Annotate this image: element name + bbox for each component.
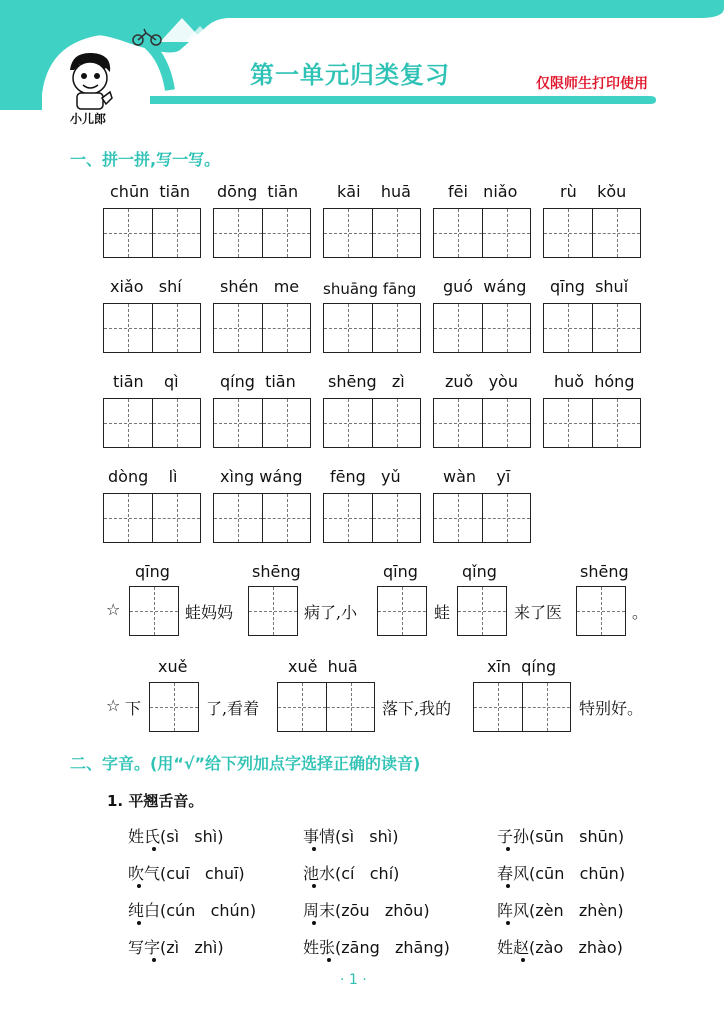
sentence-pinyin: shēng (252, 562, 301, 581)
reading-item[interactable]: 池水(cí chí) (303, 864, 400, 883)
writing-grid[interactable] (377, 586, 427, 636)
writing-grid[interactable] (103, 208, 201, 258)
star-icon: ☆ (106, 600, 121, 619)
writing-grid[interactable] (323, 398, 421, 448)
pinyin-label: chūn tiān (110, 182, 191, 201)
writing-grid[interactable] (277, 682, 375, 732)
pinyin-label: wàn yī (443, 467, 511, 486)
writing-grid[interactable] (129, 586, 179, 636)
pinyin-label: xìng wáng (220, 467, 303, 486)
writing-grid[interactable] (213, 398, 311, 448)
reading-item[interactable]: 阵风(zèn zhèn) (497, 901, 624, 920)
pinyin-label: shēng zì (328, 372, 405, 391)
writing-grid[interactable] (323, 208, 421, 258)
emphasis-dot-icon (521, 958, 525, 962)
emphasis-dot-icon (137, 884, 141, 888)
writing-grid[interactable] (433, 208, 531, 258)
sentence-pinyin: qīng (135, 562, 170, 581)
pinyin-label: kāi huā (337, 182, 411, 201)
pinyin-label: tiān qì (113, 372, 179, 391)
pinyin-label: dòng lì (108, 467, 178, 486)
section1-title: 一、拼一拼,写一写。 (70, 150, 221, 169)
pinyin-label: guó wáng (443, 277, 527, 296)
sentence-text: 蛙 (434, 603, 451, 622)
pinyin-label: shén me (220, 277, 300, 296)
writing-grid[interactable] (433, 398, 531, 448)
sentence-pinyin: xīn qíng (487, 657, 557, 676)
reading-item[interactable]: 子孙(sūn shūn) (497, 827, 625, 846)
pinyin-label: zuǒ yòu (445, 372, 518, 391)
emphasis-dot-icon (312, 847, 316, 851)
sentence-pinyin: xuě (158, 657, 188, 676)
pinyin-label: dōng tiān (217, 182, 299, 201)
emphasis-dot-icon (312, 921, 316, 925)
sentence-text: 来了医 (514, 603, 563, 622)
pinyin-label: rù kǒu (560, 182, 627, 201)
page-number: · 1 · (340, 972, 367, 988)
mascot-boy-icon (60, 48, 120, 110)
reading-item[interactable]: 周末(zōu zhōu) (303, 901, 430, 920)
writing-grid[interactable] (213, 208, 311, 258)
emphasis-dot-icon (137, 921, 141, 925)
mascot-label: 小儿郎 (70, 112, 107, 126)
pinyin-label: qīng shuǐ (550, 277, 629, 296)
writing-grid[interactable] (473, 682, 571, 732)
page-title: 第一单元归类复习 (250, 61, 450, 89)
reading-item[interactable]: 写字(zì zhì) (128, 938, 224, 957)
usage-notice: 仅限师生打印使用 (536, 76, 648, 92)
writing-grid[interactable] (323, 303, 421, 353)
sentence-text: 下 (125, 699, 142, 718)
sentence-pinyin: qǐng (462, 562, 497, 581)
sentence-pinyin: qīng (383, 562, 418, 581)
writing-grid[interactable] (543, 208, 641, 258)
writing-grid[interactable] (433, 493, 531, 543)
sentence-text: 了,看着 (206, 699, 260, 718)
writing-grid[interactable] (149, 682, 199, 732)
writing-grid[interactable] (543, 398, 641, 448)
emphasis-dot-icon (506, 847, 510, 851)
emphasis-dot-icon (152, 847, 156, 851)
emphasis-dot-icon (506, 884, 510, 888)
emphasis-dot-icon (152, 958, 156, 962)
pinyin-label: fēi niǎo (448, 182, 518, 201)
reading-item[interactable]: 事情(sì shì) (303, 827, 399, 846)
pinyin-label: qíng tiān (220, 372, 296, 391)
writing-grid[interactable] (103, 303, 201, 353)
emphasis-dot-icon (312, 884, 316, 888)
emphasis-dot-icon (506, 921, 510, 925)
pinyin-label: fēng yǔ (330, 467, 401, 486)
reading-item[interactable]: 吹气(cuī chuī) (128, 864, 245, 883)
reading-item[interactable]: 春风(cūn chūn) (497, 864, 626, 883)
section2-title: 二、字音。(用“√”给下列加点字选择正确的读音) (70, 754, 421, 773)
reading-item[interactable]: 姓张(zāng zhāng) (303, 938, 450, 957)
subsection-title: 1. 平翘舌音。 (107, 792, 204, 810)
pinyin-label: shuāng fāng (323, 280, 417, 298)
writing-grid[interactable] (433, 303, 531, 353)
writing-grid[interactable] (103, 398, 201, 448)
pinyin-label: xiǎo shí (110, 277, 182, 296)
writing-grid[interactable] (576, 586, 626, 636)
sentence-text: 病了,小 (304, 603, 358, 622)
sentence-text: 蛙妈妈 (185, 603, 234, 622)
writing-grid[interactable] (103, 493, 201, 543)
reading-item[interactable]: 纯白(cún chún) (128, 901, 257, 920)
writing-grid[interactable] (457, 586, 507, 636)
sentence-text: 。 (632, 603, 649, 622)
emphasis-dot-icon (327, 958, 331, 962)
sentence-text: 落下,我的 (382, 699, 452, 718)
pinyin-label: huǒ hóng (554, 372, 635, 391)
writing-grid[interactable] (323, 493, 421, 543)
sentence-pinyin: shēng (580, 562, 629, 581)
writing-grid[interactable] (248, 586, 298, 636)
star-icon: ☆ (106, 696, 121, 715)
reading-item[interactable]: 姓氏(sì shì) (128, 827, 224, 846)
writing-grid[interactable] (543, 303, 641, 353)
writing-grid[interactable] (213, 493, 311, 543)
reading-item[interactable]: 姓赵(zào zhào) (497, 938, 623, 957)
writing-grid[interactable] (213, 303, 311, 353)
sentence-text: 特别好。 (579, 699, 644, 718)
sentence-pinyin: xuě huā (288, 657, 358, 676)
